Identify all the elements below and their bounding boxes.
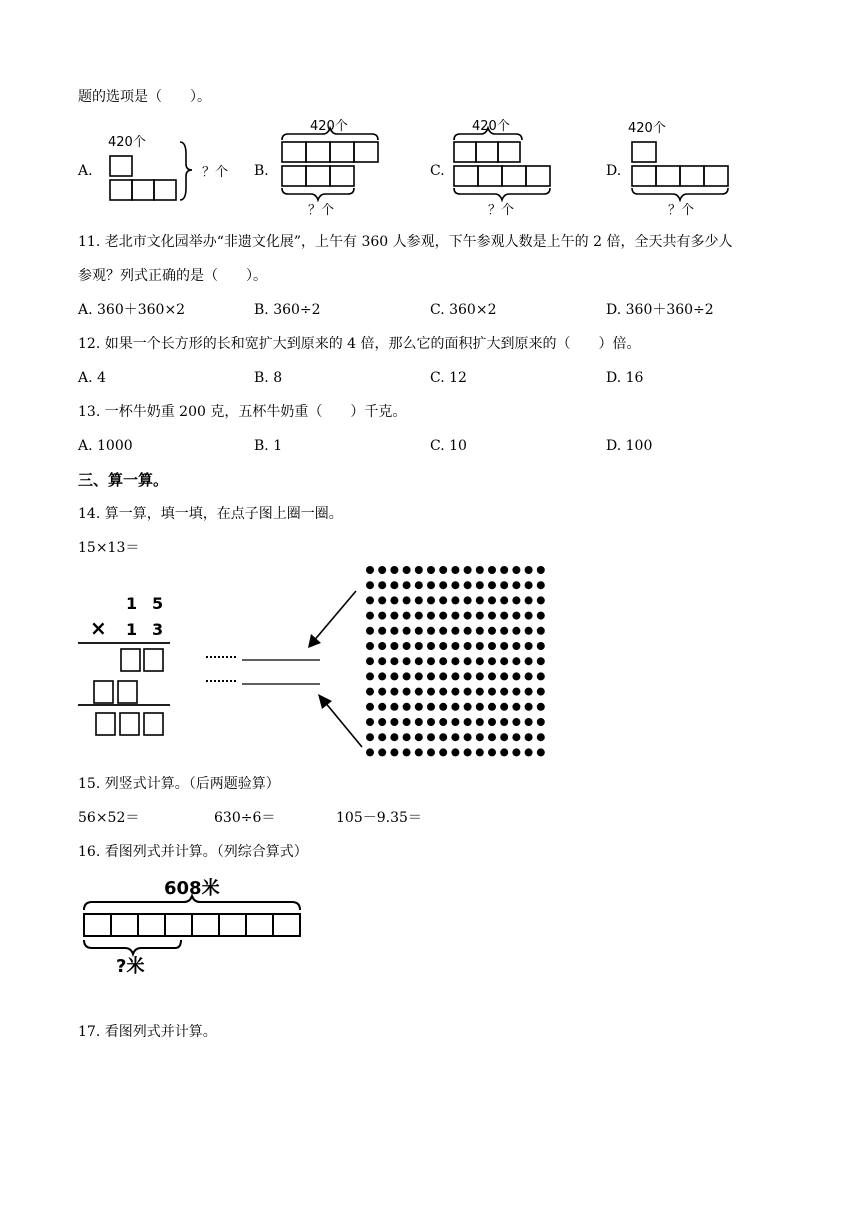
dot[interactable] [390,733,398,741]
dot[interactable] [439,657,447,665]
dot[interactable] [525,642,533,650]
dot[interactable] [476,612,484,620]
dot[interactable] [403,733,411,741]
dot[interactable] [415,627,423,635]
dot[interactable] [439,688,447,696]
dot[interactable] [427,657,435,665]
dot[interactable] [476,733,484,741]
dot[interactable] [512,642,520,650]
dot[interactable] [403,672,411,680]
dot[interactable] [378,566,386,574]
q17-text: 17. 看图列式并计算。 [78,1024,217,1040]
q11-option-d[interactable]: D. 360＋360÷2 [606,302,714,318]
dot[interactable] [512,612,520,620]
q16-segment-box [192,914,219,936]
dot[interactable] [427,672,435,680]
dot[interactable] [500,657,508,665]
dot[interactable] [512,672,520,680]
dot[interactable] [439,596,447,604]
q12-option-b[interactable]: B. 8 [254,370,283,386]
dot[interactable] [525,657,533,665]
dot[interactable] [403,627,411,635]
q10-tail-text: 题的选项是（ ）。 [78,89,211,105]
dot[interactable] [488,596,496,604]
q14-text: 14. 算一算，填一填，在点子图上圈一圈。 [78,506,343,522]
q16-segment-box [273,914,300,936]
dot[interactable] [403,612,411,620]
q16-segment-box [84,914,111,936]
dot[interactable] [537,596,545,604]
dot[interactable] [537,657,545,665]
dot[interactable] [366,657,374,665]
dot[interactable] [464,612,472,620]
dot[interactable] [439,672,447,680]
dot[interactable] [415,596,423,604]
dot[interactable] [439,612,447,620]
dot[interactable] [525,596,533,604]
dot[interactable] [476,566,484,574]
dot[interactable] [415,657,423,665]
dot[interactable] [390,596,398,604]
dot[interactable] [525,718,533,726]
dot[interactable] [378,688,386,696]
q16-segment-box [138,914,165,936]
dot[interactable] [390,627,398,635]
dot[interactable] [366,596,374,604]
dot[interactable] [451,718,459,726]
dot[interactable] [390,657,398,665]
dot[interactable] [390,672,398,680]
dot[interactable] [488,748,496,756]
dot[interactable] [427,733,435,741]
dot[interactable] [390,718,398,726]
dot[interactable] [366,612,374,620]
dot[interactable] [525,688,533,696]
dot[interactable] [476,672,484,680]
dot[interactable] [525,748,533,756]
dot[interactable] [488,688,496,696]
dot[interactable] [525,627,533,635]
dot[interactable] [403,581,411,589]
dot[interactable] [427,688,435,696]
q10-option-c-diagram [452,116,562,216]
dot[interactable] [488,703,496,711]
dot[interactable] [403,688,411,696]
dot[interactable] [537,733,545,741]
dot[interactable] [439,566,447,574]
dot[interactable] [476,748,484,756]
dot[interactable] [525,672,533,680]
dot[interactable] [415,581,423,589]
dot[interactable] [390,703,398,711]
dot[interactable] [537,581,545,589]
dot[interactable] [366,733,374,741]
dot[interactable] [366,642,374,650]
dot[interactable] [403,642,411,650]
dot[interactable] [390,748,398,756]
dot[interactable] [390,642,398,650]
dot[interactable] [415,672,423,680]
q10-c-top-label: 420个 [472,119,510,134]
dot[interactable] [378,748,386,756]
dot[interactable] [476,581,484,589]
section-3-heading: 三、算一算。 [78,471,169,489]
dot[interactable] [512,688,520,696]
dot[interactable] [415,703,423,711]
dot[interactable] [451,672,459,680]
dot[interactable] [390,566,398,574]
dot[interactable] [476,657,484,665]
dot[interactable] [488,627,496,635]
q16-text: 16. 看图列式并计算。（列综合算式） [78,844,308,860]
dot[interactable] [403,703,411,711]
dot[interactable] [476,703,484,711]
dot[interactable] [512,581,520,589]
dot[interactable] [390,688,398,696]
dot[interactable] [537,748,545,756]
dot[interactable] [512,748,520,756]
dot[interactable] [525,581,533,589]
q14-answer-box[interactable] [144,713,163,735]
dot[interactable] [525,703,533,711]
dot[interactable] [439,733,447,741]
q15-text: 15. 列竖式计算。（后两题验算） [78,776,280,792]
dot[interactable] [537,672,545,680]
dot[interactable] [500,627,508,635]
dot[interactable] [366,703,374,711]
dot[interactable] [366,581,374,589]
dot[interactable] [378,581,386,589]
dot[interactable] [537,612,545,620]
dot[interactable] [464,657,472,665]
dot[interactable] [378,612,386,620]
q10-a-top-label: 420个 [108,135,146,150]
dot[interactable] [378,718,386,726]
dot[interactable] [500,581,508,589]
q16-bottom-label: ?米 [116,956,145,977]
dot[interactable] [366,718,374,726]
dot[interactable] [403,596,411,604]
q13-option-a[interactable]: A. 1000 [78,438,133,454]
dot[interactable] [476,627,484,635]
q10-b-bottom-label: ？个 [308,203,335,218]
q11-option-c[interactable]: C. 360×2 [430,302,497,318]
dot[interactable] [464,703,472,711]
dot[interactable] [427,566,435,574]
dot[interactable] [403,748,411,756]
dot[interactable] [366,672,374,680]
dot[interactable] [427,581,435,589]
q10-d-bottom-label: ？个 [668,203,695,218]
q16-top-label: 608米 [164,878,220,899]
dot[interactable] [500,688,508,696]
dot[interactable] [451,642,459,650]
q12-option-c[interactable]: C. 12 [430,370,467,386]
q11-line2: 参观？列式正确的是（ ）。 [78,268,267,284]
q14-answer-box[interactable] [94,681,113,703]
q13-option-b[interactable]: B. 1 [254,438,283,454]
dot[interactable] [390,612,398,620]
dot[interactable] [451,688,459,696]
dot[interactable] [500,718,508,726]
dot[interactable] [537,627,545,635]
dot[interactable] [464,748,472,756]
dot[interactable] [390,581,398,589]
q11-option-a[interactable]: A. 360＋360×2 [78,302,186,318]
q16-segment-box [219,914,246,936]
dot[interactable] [378,733,386,741]
q14-answer-box[interactable] [96,713,115,735]
dot[interactable] [427,612,435,620]
q10-b-top-label: 420个 [310,119,348,134]
q14-answer-box[interactable] [120,713,139,735]
q16-segment-box [246,914,273,936]
dot[interactable] [512,657,520,665]
dot[interactable] [500,703,508,711]
dot[interactable] [476,688,484,696]
q14-answer-box[interactable] [118,681,137,703]
dot[interactable] [439,718,447,726]
dot[interactable] [537,703,545,711]
dot[interactable] [500,672,508,680]
dot[interactable] [366,566,374,574]
dot[interactable] [427,718,435,726]
q14-dot-grid[interactable] [362,562,552,767]
dot[interactable] [512,718,520,726]
dot[interactable] [464,566,472,574]
q10-c-bottom-label: ？个 [488,203,515,218]
q14-answer-box[interactable] [121,649,140,671]
dot[interactable] [451,581,459,589]
dot[interactable] [488,657,496,665]
q10-option-d-label[interactable]: D. [606,163,622,179]
dot[interactable] [464,627,472,635]
q16-segment-box [111,914,138,936]
dot[interactable] [439,581,447,589]
q14-mult-digit-2: 3 [152,620,164,639]
dot[interactable] [378,642,386,650]
dot[interactable] [500,748,508,756]
q14-answer-box[interactable] [144,649,163,671]
q10-option-a-label[interactable]: A. [78,163,93,179]
dot[interactable] [500,596,508,604]
dot[interactable] [500,733,508,741]
q12-text: 12. 如果一个长方形的长和宽扩大到原来的 4 倍，那么它的面积扩大到原来的（ ）倍。 [78,336,641,352]
dot[interactable] [500,566,508,574]
dot[interactable] [537,642,545,650]
dot[interactable] [525,612,533,620]
dot[interactable] [512,703,520,711]
q14-vertical-multiplication [78,585,178,745]
q13-option-d[interactable]: D. 100 [606,438,653,454]
dot[interactable] [427,627,435,635]
dot[interactable] [464,718,472,726]
dot[interactable] [488,733,496,741]
dot[interactable] [525,566,533,574]
q16-segment-box [165,914,192,936]
dot[interactable] [415,688,423,696]
dot[interactable] [464,688,472,696]
dot[interactable] [512,733,520,741]
dot[interactable] [439,627,447,635]
dot[interactable] [427,642,435,650]
dot[interactable] [451,627,459,635]
dot[interactable] [403,657,411,665]
dot[interactable] [512,627,520,635]
dot[interactable] [500,612,508,620]
dot[interactable] [500,642,508,650]
dot[interactable] [488,642,496,650]
dot[interactable] [464,733,472,741]
dot[interactable] [464,596,472,604]
q16-segment-boxes [84,914,300,936]
dot[interactable] [378,596,386,604]
q12-option-d[interactable]: D. 16 [606,370,644,386]
dot[interactable] [451,657,459,665]
dot[interactable] [415,733,423,741]
dot[interactable] [488,566,496,574]
dot[interactable] [451,748,459,756]
q10-option-b-diagram [278,116,398,216]
q14-times-sign: × [90,616,107,640]
dot[interactable] [512,566,520,574]
dot[interactable] [378,672,386,680]
dot[interactable] [512,596,520,604]
dot[interactable] [488,718,496,726]
q15-problem-1: 56×52＝ [78,810,140,826]
q12-option-a[interactable]: A. 4 [78,370,106,386]
dot[interactable] [451,733,459,741]
dot[interactable] [451,612,459,620]
dot[interactable] [451,566,459,574]
q11-option-b[interactable]: B. 360÷2 [254,302,321,318]
dot[interactable] [415,718,423,726]
dot[interactable] [415,642,423,650]
dot[interactable] [366,748,374,756]
q14-top-digit-2: 5 [152,594,164,613]
q10-option-b-label[interactable]: B. [254,163,269,179]
q10-option-a-diagram [100,130,250,210]
dot[interactable] [537,718,545,726]
dot[interactable] [464,642,472,650]
q11-line1: 11. 老北市文化园举办“非遗文化展”，上午有 360 人参观，下午参观人数是上午的 2 倍，全天共有多少人 [78,234,733,250]
q13-text: 13. 一杯牛奶重 200 克，五杯牛奶重（ ）千克。 [78,404,407,420]
q16-diagram [80,872,320,982]
q10-a-bottom-label: ？个 [202,165,229,180]
dot[interactable] [378,627,386,635]
q14-expression: 15×13＝ [78,540,140,556]
dot[interactable] [427,748,435,756]
dot[interactable] [427,703,435,711]
dot[interactable] [439,748,447,756]
dot[interactable] [451,703,459,711]
q10-option-d-diagram [628,116,748,216]
dot[interactable] [439,642,447,650]
dot[interactable] [537,688,545,696]
q14-top-digit-1: 1 [126,594,138,613]
dot[interactable] [415,612,423,620]
q15-problem-3: 105－9.35＝ [336,810,422,826]
dot[interactable] [488,612,496,620]
dot[interactable] [537,566,545,574]
dot[interactable] [464,672,472,680]
q10-d-top-label: 420个 [628,121,666,136]
q10-option-c-label[interactable]: C. [430,163,445,179]
dot[interactable] [439,703,447,711]
dot[interactable] [366,688,374,696]
q13-option-c[interactable]: C. 10 [430,438,467,454]
dot[interactable] [476,596,484,604]
dot[interactable] [403,566,411,574]
dot[interactable] [403,718,411,726]
q14-mult-digit-1: 1 [126,620,138,639]
dot[interactable] [464,581,472,589]
dot[interactable] [488,672,496,680]
dot[interactable] [415,748,423,756]
dot[interactable] [378,657,386,665]
dot[interactable] [366,627,374,635]
dot[interactable] [476,642,484,650]
dot[interactable] [451,596,459,604]
q15-problem-2: 630÷6＝ [214,810,276,826]
dot[interactable] [378,703,386,711]
dot[interactable] [488,581,496,589]
dot[interactable] [525,733,533,741]
dot[interactable] [476,718,484,726]
dot[interactable] [427,596,435,604]
dot[interactable] [415,566,423,574]
